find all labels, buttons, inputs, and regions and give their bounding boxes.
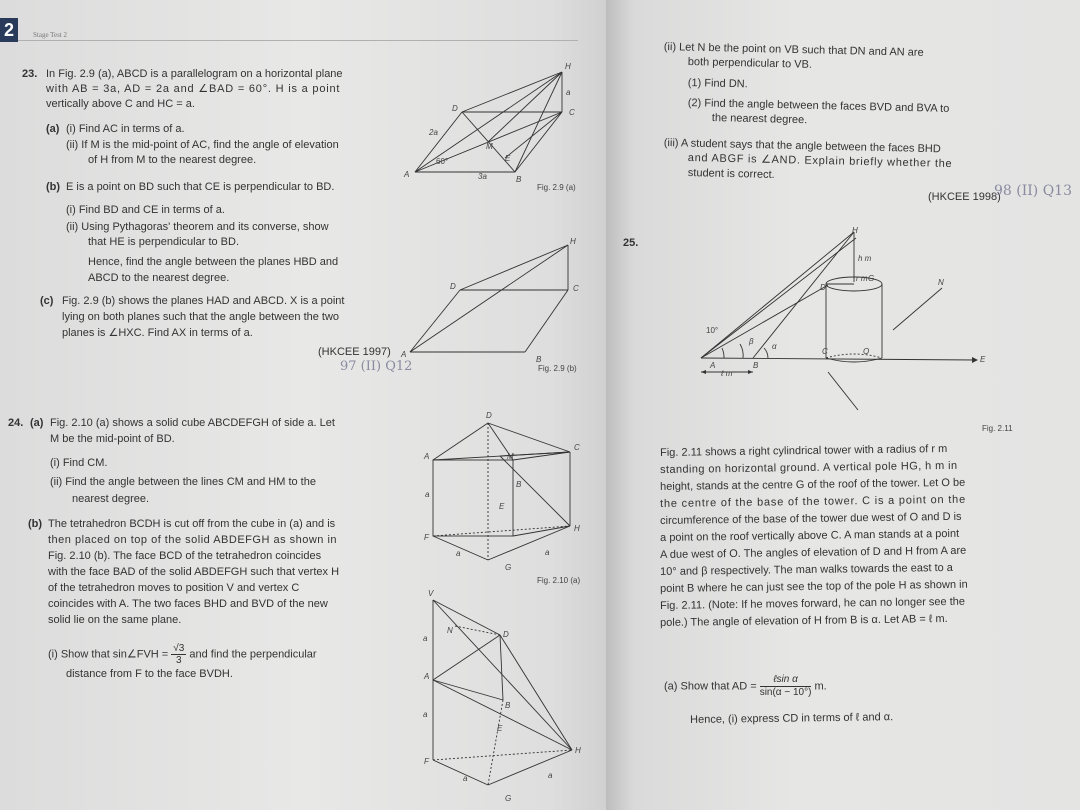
fig-2-10a-label-M: M: [507, 452, 514, 461]
fig-2-10b-label-G: G: [505, 794, 512, 803]
q23-handwritten-note: 97 (II) Q12: [340, 359, 413, 374]
fig-2-11-label-E: E: [980, 355, 986, 364]
fig-2-9a-label-60deg: 60°: [436, 157, 449, 166]
q24-a-ii-line-2: nearest degree.: [72, 493, 150, 505]
q25-para-line-11: pole.) The angle of elevation of H from B is α. Let AB = ℓ m.: [660, 612, 948, 629]
fig-2-11-label-C: C: [822, 347, 828, 356]
chapter-tab: 2: [0, 18, 18, 42]
q23-source-1998: (HKCEE 1998): [928, 191, 1001, 203]
right-page: [606, 0, 1080, 810]
question-number-23: 23.: [22, 68, 38, 80]
fig-2-10b-label-D: D: [503, 630, 509, 639]
fig-2-11-label-hm: h m: [858, 254, 872, 263]
fig-2-10b-label-H: H: [575, 746, 581, 755]
q24-b-line-4: with the face BAD of the solid ABDEFGH such that vertex H: [48, 566, 340, 578]
q25-para-line-8: 10° and β respectively. The man walks towards the east to a: [660, 561, 953, 578]
q23-ii-line-1: (ii) Let N be the point on VB such that DN and AN are: [663, 40, 924, 59]
q25-para-line-10: Fig. 2.11. (Note: If he moves forward, he can no longer see the: [660, 595, 966, 612]
q25-a: [664, 674, 827, 699]
q23-stem-line-1: In Fig. 2.9 (a), ABCD is a parallelogram on a horizontal plane: [46, 68, 343, 80]
q24-b-i-denominator: 3: [176, 655, 182, 666]
fig-2-10a-label-a-left: a: [425, 490, 430, 499]
q24-b-line-1: The tetrahedron BCDH is cut off from the cube in (a) and is: [48, 518, 336, 530]
fig-2-9a-label-H: H: [565, 62, 571, 71]
fig-2-10b-label-V: V: [428, 589, 434, 598]
fig-2-9a-label-E: E: [505, 154, 511, 163]
fig-2-11-label-10deg: 10°: [706, 326, 719, 335]
fig-2-11-label-A: A: [710, 361, 716, 370]
q24-a-line-1: Fig. 2.10 (a) shows a solid cube ABCDEFGH of side a. Let: [50, 417, 335, 429]
fig-2-9b-label-B: B: [536, 355, 542, 364]
q23-stem-line-3: vertically above C and HC = a.: [46, 98, 195, 110]
q23-c-line-3: planes is ∠HXC. Find AX in terms of a.: [62, 327, 253, 339]
fig-2-9a-label-3a: 3a: [478, 172, 487, 181]
q23-b-i: (i) Find BD and CE in terms of a.: [66, 204, 225, 216]
q24-b-i-numerator: √3: [173, 643, 185, 654]
q24-b-line-7: solid lie on the same plane.: [48, 614, 182, 626]
q25-para-line-1: Fig. 2.11 shows a right cylindrical tower with a radius of r m: [660, 442, 948, 459]
q23-iii-line-1: (iii) A student says that the angle between the faces BHD: [663, 136, 941, 156]
q25-para-line-4: the centre of the base of the tower. C is a point on the: [660, 493, 967, 510]
fig-2-10b-label-a-upper: a: [423, 634, 428, 643]
q25-para-line-6: a point on the roof vertically above C. A man stands at a point: [660, 527, 960, 544]
fig-2-10a-label-a-bottom-right: a: [545, 548, 550, 557]
fig-2-9a-label-C: C: [569, 108, 575, 117]
q23-a-ii-line-2: of H from M to the nearest degree.: [88, 154, 257, 166]
q23-iii-line-2: and ABGF is ∠AND. Explain briefly whether the: [687, 151, 953, 170]
q24-b-i-line-2: distance from F to the face BVDH.: [66, 668, 233, 680]
fig-2-9a-label-2a: 2a: [429, 128, 438, 137]
q24-a-ii-line-1: (ii) Find the angle between the lines CM and HM to the: [50, 476, 316, 488]
fig-2-10b-label-E: E: [497, 724, 503, 733]
fig-2-10b-label-A: A: [424, 672, 430, 681]
running-head: Stage Test 2: [33, 31, 67, 39]
fig-2-11-label-beta: β: [749, 337, 754, 346]
fig-2-10b-label-N: N: [447, 626, 453, 635]
q25-a-pre: (a) Show that AD =: [664, 680, 760, 693]
q25-para-line-9: point B where he can just see the top of the pole H as shown in: [660, 578, 968, 595]
q24-a-i: (i) Find CM.: [50, 457, 108, 469]
fig-2-10b-label-a-lower: a: [423, 710, 428, 719]
fig-2-10b-label-B: B: [505, 701, 511, 710]
fig-2-9b-label-C: C: [573, 284, 579, 293]
q23-part-c-label: (c): [40, 295, 54, 307]
fig-2-11-label-B: B: [753, 361, 759, 370]
fig-2-10a-label-H: H: [574, 524, 580, 533]
q24-b-i-post: and find the perpendicular: [186, 648, 317, 661]
q25-a-numerator: ℓsin α: [760, 674, 812, 687]
q24-part-a-label: (a): [30, 417, 44, 429]
fig-2-11-caption: Fig. 2.11: [982, 424, 1013, 433]
fig-2-11-label-G: G: [868, 274, 875, 283]
fig-2-10a-label-G: G: [505, 563, 512, 572]
q25-para-line-3: height, stands at the centre G of the roof of the tower. Let O be: [660, 476, 966, 493]
q24-a-line-2: M be the mid-point of BD.: [50, 433, 175, 445]
q23-b-ii-line-1: (ii) Using Pythagoras' theorem and its converse, show: [66, 221, 329, 233]
fig-2-9a-label-B: B: [516, 175, 522, 184]
fig-2-11-label-N: N: [938, 278, 944, 287]
fig-2-9b-caption: Fig. 2.9 (b): [538, 364, 577, 373]
fig-2-11-label-lm: ℓ m: [721, 369, 733, 378]
fig-2-11-label-H: H: [852, 226, 858, 235]
q23-b-stem: E is a point on BD such that CE is perpendicular to BD.: [66, 181, 335, 193]
q23-ii-2-line-1: (2) Find the angle between the faces BVD and BVA to: [687, 96, 950, 115]
fig-2-10a-caption: Fig. 2.10 (a): [537, 576, 581, 585]
q23-part-a-label: (a): [46, 123, 60, 135]
fig-2-9b-label-D: D: [450, 282, 456, 291]
fig-2-9a-label-A: A: [404, 170, 410, 179]
q23-ii-2-line-2: the nearest degree.: [711, 111, 808, 127]
fig-2-9a-caption: Fig. 2.9 (a): [537, 183, 576, 192]
q25-para-line-7: A due west of O. The angles of elevation of D and H from A are: [660, 544, 967, 561]
q23-part-b-label: (b): [46, 181, 61, 193]
q24-b-line-3: Fig. 2.10 (b). The face BCD of the tetrahedron coincides: [48, 550, 322, 562]
q25-a-fraction: [760, 674, 812, 699]
figure-2-10a: [433, 423, 570, 560]
q23-b-ii-line-4: ABCD to the nearest degree.: [88, 272, 230, 284]
q23-a-i: (i) Find AC in terms of a.: [66, 123, 185, 135]
q24-b-line-6: coincides with A. The two faces BHD and BVD of the new: [48, 598, 328, 610]
figure-2-10b: [433, 600, 572, 785]
figure-2-9b: [410, 245, 568, 352]
fig-2-9b-label-H: H: [570, 237, 576, 246]
q23-stem-line-2: with AB = 3a, AD = 2a and ∠BAD = 60°. H is a point: [46, 83, 341, 95]
q25-a-post: m.: [811, 680, 827, 693]
fig-2-10a-label-B: B: [516, 480, 522, 489]
q23-a-ii-line-1: (ii) If M is the mid-point of AC, find the angle of elevation: [66, 139, 339, 151]
q25-para-line-5: circumference of the base of the tower due west of O and D is: [660, 510, 962, 527]
q23-c-line-1: Fig. 2.9 (b) shows the planes HAD and ABCD. X is a point: [62, 295, 345, 307]
fig-2-9a-label-M: M: [486, 142, 493, 151]
q23-ii-line-2: both perpendicular to VB.: [687, 55, 813, 71]
q23-c-line-2: lying on both planes such that the angle between the two: [62, 311, 340, 323]
question-number-25: 25.: [623, 237, 639, 249]
fig-2-11-label-alpha: α: [772, 342, 777, 351]
q23-iii-line-3: student is correct.: [687, 166, 775, 181]
fig-2-10a-label-A: A: [424, 452, 430, 461]
q23-b-ii-line-2: that HE is perpendicular to BD.: [88, 236, 240, 248]
q25-a-denominator: sin(α − 10°): [759, 687, 812, 698]
fig-2-10b-label-a-bottom-right: a: [548, 771, 553, 780]
fig-2-10b-label-a-bottom-left: a: [463, 774, 468, 783]
fig-2-11-label-O: O: [863, 347, 870, 356]
question-number-24: 24.: [8, 417, 24, 429]
q25-para-line-2: standing on horizontal ground. A vertical pole HG, h m in: [660, 459, 958, 476]
fig-2-10a-label-C: C: [574, 443, 580, 452]
q23-source: (HKCEE 1997): [318, 346, 391, 358]
q25-hence-i: Hence, (i) express CD in terms of ℓ and α.: [690, 711, 894, 726]
fig-2-9b-label-A: A: [401, 350, 407, 359]
q24-b-line-5: of the tetrahedron moves to position V and vertex C: [48, 582, 300, 594]
q23-handwritten-note-1998: 98 (II) Q13: [994, 183, 1072, 199]
fig-2-10a-label-D: D: [486, 411, 492, 420]
q23-b-ii-line-3: Hence, find the angle between the planes HBD and: [88, 256, 339, 268]
q24-b-line-2: then placed on top of the solid ABDEFGH as shown in: [48, 534, 338, 546]
q23-ii-1: (1) Find DN.: [687, 76, 748, 91]
fig-2-10a-label-a-bottom-left: a: [456, 549, 461, 558]
fig-2-11-label-D: D: [820, 283, 826, 292]
fig-2-9a-label-D: D: [452, 104, 458, 113]
fig-2-9a-label-a: a: [566, 88, 571, 97]
fig-2-10b-label-F: F: [424, 757, 429, 766]
fig-2-10a-label-F: F: [424, 533, 429, 542]
q24-part-b-label: (b): [28, 518, 43, 530]
q24-b-i-pre: (i) Show that sin∠FVH =: [48, 648, 172, 661]
fig-2-11-label-rm: r m: [856, 274, 868, 283]
fig-2-10a-label-E: E: [499, 502, 505, 511]
